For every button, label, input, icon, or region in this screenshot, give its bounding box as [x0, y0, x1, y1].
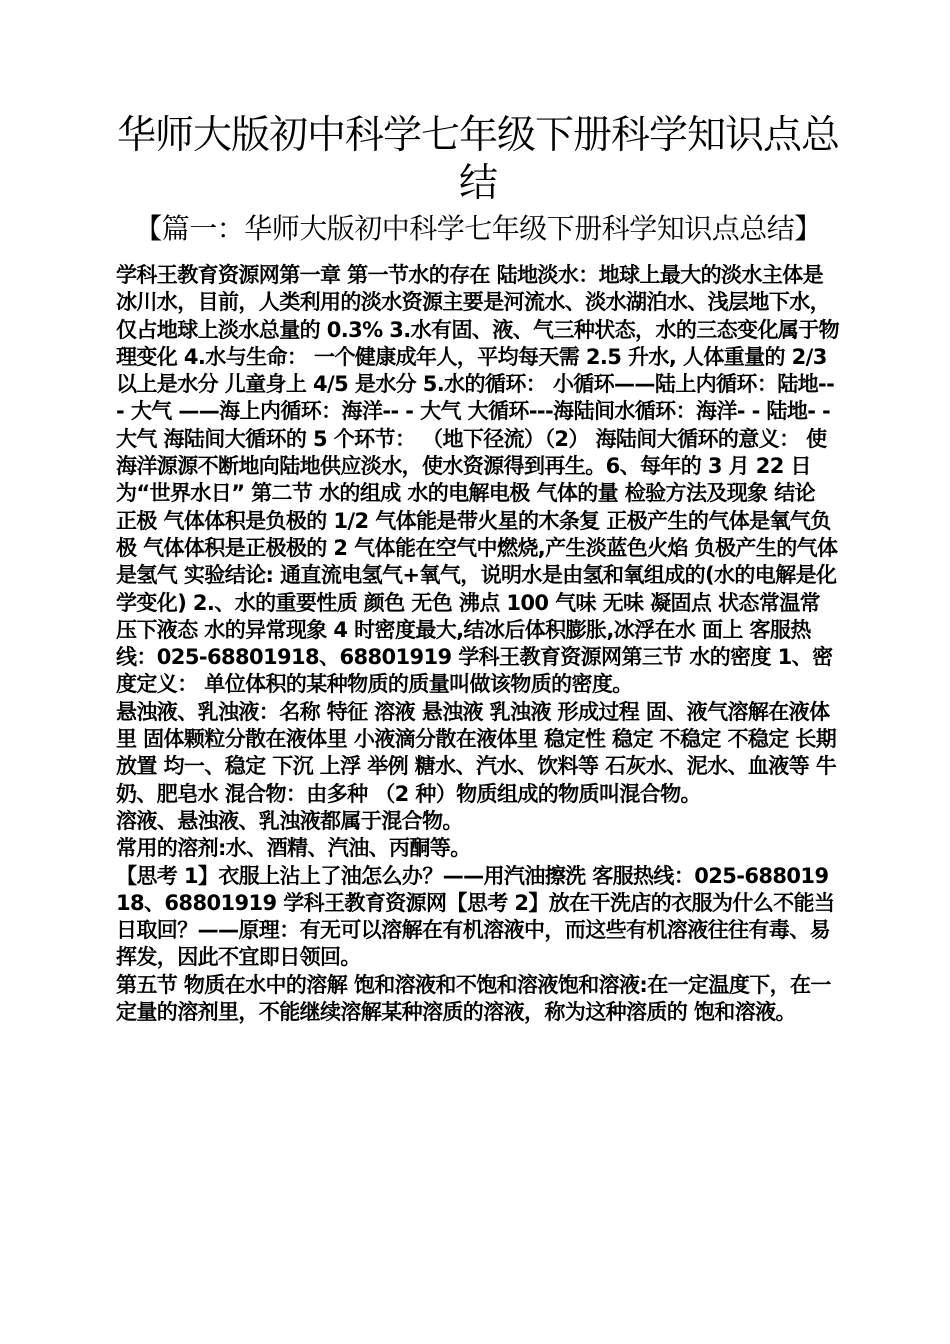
body-paragraph-3: 溶液、悬浊液、乳浊液都属于混合物。 — [116, 808, 463, 833]
body-paragraph-6: 第五节 物质在水中的溶解 饱和溶液和不饱和溶液饱和溶液:在一定温度下，在一定量的溶剂里，不能继续溶解某种溶质的溶液，称为这种溶质的 饱和溶液。 — [116, 972, 831, 1025]
body-paragraph-1: 学科王教育资源网第一章 第一节水的存在 陆地淡水：地球上最大的淡水主体是冰川水，目前，人类利用的淡水资源主要是河流水、淡水湖泊水、浅层地下水，仅占地球上淡水总量的 0.3% 3.水有固、液、气三种状态，水的三态变化属于物理变化 4.水与生命： 一个健康成年人，平均每天需 2.5 升水, 人体重量的 2/3 以上是水分 儿童身上 4/5 是水分 5.水的循环： 小循环——陆上内循环：陆地-- - 大气 ——海上内循环：海洋-- - 大气 大循环---海陆间水循环：海洋- - 陆地- - 大气 海陆间大循环的 5 个环节： （地下径流）（2） 海陆间大循环的意义： 使海洋源源不断地向陆地供应淡水，使水资源得到再生。6、每年的 3 月 22 日为“世界水日” 第二节 水的组成 水的电解电极 气体的量 检验方法及现象 结论 正极 气体体积是负极的 1/2 气体能是带火星的木条复 正极产生的气体是氧气负极 气体体积是正极极的 2 气体能在空气中燃烧,产生淡蓝色火焰 负极产生的气体是氢气 实验结论: 通直流电氢气+氧气，说明水是由氢和氧组成的(水的电解是化学变化) 2.、水的重要性质 颜色 无色 沸点 100 气味 无味 凝固点 状态常温常压下液态 水的异常现象 4 时密度最大,结冰后体积膨胀,冰浮在水 面上 客服热线：025-68801918、68801919 学科王教育资源网第三节 水的密度 1、密度定义： 单位体积的某种物质的质量叫做该物质的密度。 — [116, 263, 840, 697]
document-subtitle: 【篇一：华师大版初中科学七年级下册科学知识点总结】 — [134, 212, 822, 245]
body-paragraph-4: 常用的溶剂:水、酒精、汽油、丙酮等。 — [116, 836, 471, 861]
body-paragraph-2: 悬浊液、乳浊液：名称 特征 溶液 悬浊液 乳浊液 形成过程 固、液气溶解在液体里 固体颗粒分散在液体里 小液滴分散在液体里 稳定性 稳定 不稳定 不稳定 长期放置 均一、稳定 下沉 上浮 举例 糖水、汽水、饮料等 石灰水、泥水、血液等 牛奶、肥皂水 混合物：由多种 （2 种）物质组成的物质叫混合物。 — [116, 699, 837, 806]
document-title: 华师大版初中科学七年级下册科学知识点总结 — [116, 113, 839, 206]
body-paragraph-5: 【思考 1】衣服上沾上了油怎么办？——用汽油擦洗 客服热线：025-68801918、68801919 学科王教育资源网【思考 2】放在干洗店的衣服为什么不能当日取回？——原理：有无可以溶解在有机溶液中，而这些有机溶液往往有毒、易挥发，因此不宜即日领回。 — [116, 863, 835, 970]
